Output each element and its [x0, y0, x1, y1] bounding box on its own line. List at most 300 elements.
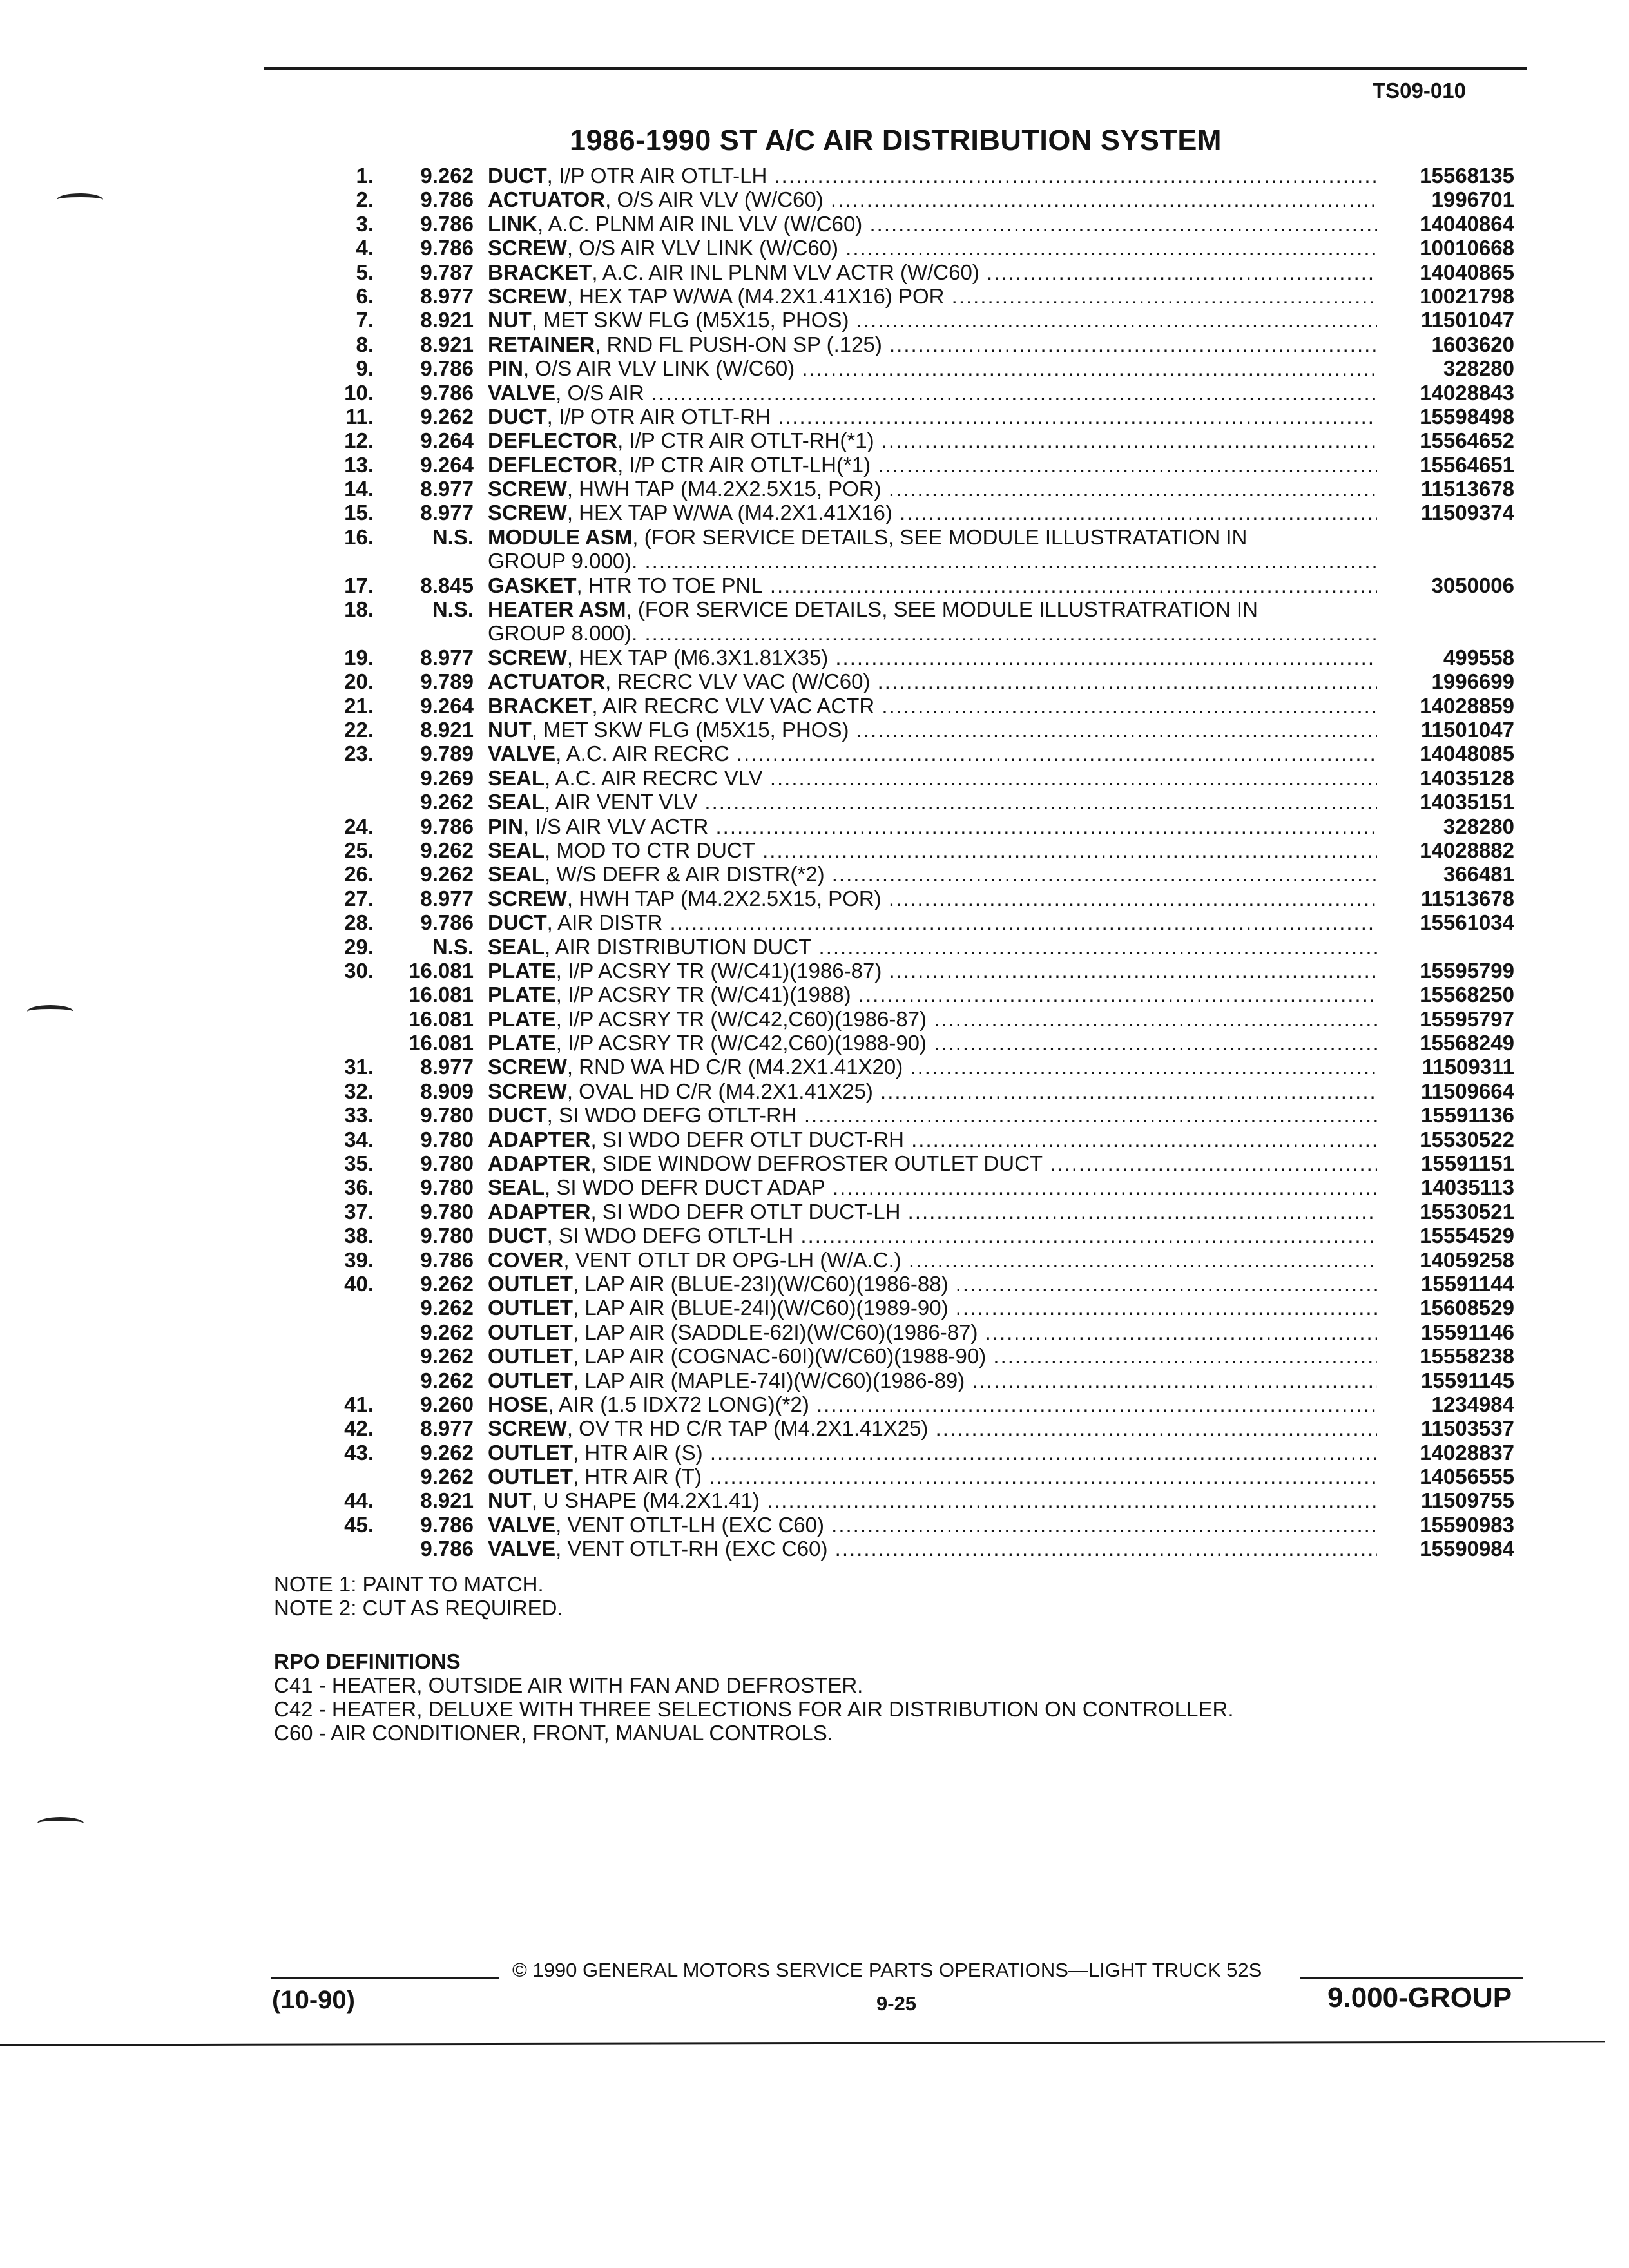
- item-number: 35.: [344, 1151, 374, 1176]
- part-row: [0, 646, 1629, 669]
- part-number: 15591136: [1420, 1103, 1514, 1128]
- part-number: 1996699: [1431, 669, 1514, 694]
- part-number: 11501047: [1420, 308, 1514, 332]
- part-row: [0, 1465, 1629, 1488]
- group-number: 8.977: [420, 1416, 474, 1441]
- part-row: [0, 838, 1629, 862]
- part-description: [488, 1513, 1377, 1537]
- part-detail: , RND FL PUSH-ON SP (.125): [595, 332, 882, 356]
- part-description: [488, 766, 1377, 790]
- part-description: [488, 1031, 1377, 1055]
- part-row: [0, 501, 1629, 524]
- part-name: SEAL: [488, 838, 545, 862]
- part-number: 14040864: [1420, 211, 1514, 236]
- part-description: [488, 164, 1377, 187]
- part-description: [488, 1128, 1377, 1151]
- part-number: 14040865: [1420, 260, 1514, 284]
- group-number: 9.262: [420, 1368, 474, 1392]
- group-number: 9.260: [420, 1392, 474, 1416]
- part-name: DEFLECTOR: [488, 428, 618, 453]
- part-row: [0, 983, 1629, 1006]
- part-number: 14028843: [1420, 380, 1514, 405]
- part-row: [0, 1031, 1629, 1055]
- part-name: OUTLET: [488, 1368, 573, 1392]
- part-row: [0, 1151, 1629, 1175]
- part-row: [0, 935, 1629, 959]
- group-number: 9.264: [420, 693, 474, 718]
- item-number: 14.: [344, 477, 374, 501]
- group-number: 9.262: [420, 1296, 474, 1320]
- part-row: [0, 1103, 1629, 1127]
- part-row: [0, 887, 1629, 910]
- top-rule: [264, 67, 1527, 70]
- part-detail: , AIR RECRC VLV VAC ACTR: [592, 693, 875, 718]
- part-name: SCREW: [488, 477, 567, 501]
- group-number: 8.921: [420, 308, 474, 332]
- part-description: [488, 332, 1377, 356]
- part-detail: , O/S AIR VLV LINK (W/C60): [566, 236, 839, 260]
- part-number: 15591144: [1420, 1271, 1514, 1296]
- group-number: 9.262: [420, 838, 474, 862]
- part-name: SCREW: [488, 1416, 567, 1441]
- part-detail: , AIR VENT VLV: [545, 790, 698, 814]
- part-name: NUT: [488, 1488, 532, 1513]
- note-line: NOTE 1: PAINT TO MATCH.: [274, 1572, 544, 1596]
- part-description: [488, 1296, 1377, 1320]
- part-number: 499558: [1443, 645, 1514, 669]
- part-row: [0, 1055, 1629, 1079]
- part-description: [488, 959, 1377, 983]
- group-number: 8.921: [420, 717, 474, 742]
- part-description: [488, 212, 1377, 236]
- part-number: 1603620: [1431, 332, 1514, 356]
- group-number: 9.786: [420, 236, 474, 260]
- footer-copyright: © 1990 GENERAL MOTORS SERVICE PARTS OPERATIONS—LIGHT TRUCK 52S: [512, 1959, 1262, 1981]
- part-number: 10010668: [1420, 236, 1514, 260]
- part-detail: , A.C. AIR INL PLNM VLV ACTR (W/C60): [592, 260, 979, 284]
- part-name: OUTLET: [488, 1344, 573, 1369]
- part-number: 15591146: [1420, 1320, 1514, 1344]
- item-number: 15.: [344, 501, 374, 525]
- part-number: 14056555: [1420, 1465, 1514, 1489]
- group-number: 9.264: [420, 428, 474, 453]
- part-detail: , A.C. PLNM AIR INL VLV (W/C60): [537, 211, 863, 236]
- part-name: COVER: [488, 1247, 564, 1272]
- part-detail: , U SHAPE (M4.2X1.41): [531, 1488, 760, 1513]
- part-description: [488, 573, 1377, 597]
- part-description: [488, 887, 1377, 910]
- part-row: [0, 1513, 1629, 1537]
- part-description: [488, 284, 1377, 308]
- group-number: 9.786: [420, 1247, 474, 1272]
- footer-rule-left: [271, 1977, 499, 1979]
- part-detail: , W/S DEFR & AIR DISTR(*2): [545, 862, 825, 887]
- part-number: 11501047: [1420, 717, 1514, 742]
- group-number: 9.780: [420, 1224, 474, 1248]
- part-number: 14048085: [1420, 742, 1514, 766]
- part-number: 15554529: [1420, 1224, 1514, 1248]
- part-number: 15595799: [1420, 958, 1514, 983]
- group-number: 8.909: [420, 1079, 474, 1103]
- part-number: 328280: [1443, 356, 1514, 381]
- part-number: 10021798: [1420, 284, 1514, 308]
- part-number: 15590983: [1420, 1512, 1514, 1537]
- item-number: 7.: [356, 308, 374, 332]
- part-description: [488, 1224, 1377, 1247]
- item-number: 28.: [344, 910, 374, 935]
- group-number: 9.780: [420, 1151, 474, 1176]
- part-row: [0, 694, 1629, 718]
- part-row: [0, 212, 1629, 236]
- part-name: VALVE: [488, 380, 556, 405]
- group-number: 9.789: [420, 742, 474, 766]
- item-number: 12.: [344, 428, 374, 453]
- part-name: OUTLET: [488, 1320, 573, 1344]
- part-row: [0, 1224, 1629, 1247]
- item-number: 18.: [344, 597, 374, 622]
- group-number: 9.786: [420, 380, 474, 405]
- item-number: 1.: [356, 164, 374, 187]
- part-description: [488, 1248, 1377, 1272]
- group-number: 9.269: [420, 765, 474, 790]
- part-detail: , A.C. AIR RECRC VLV: [545, 765, 763, 790]
- part-row: [0, 1416, 1629, 1440]
- part-detail: , OV TR HD C/R TAP (M4.2X1.41X25): [566, 1416, 929, 1441]
- part-detail: , I/P OTR AIR OTLT-LH: [546, 164, 767, 187]
- part-detail: , VENT OTLT DR OPG-LH (W/A.C.): [563, 1247, 901, 1272]
- part-number: 15561034: [1420, 910, 1514, 935]
- item-number: 45.: [344, 1512, 374, 1537]
- part-row: [0, 453, 1629, 477]
- part-name: DUCT: [488, 1224, 547, 1248]
- part-row: [0, 814, 1629, 838]
- item-number: 27.: [344, 886, 374, 910]
- item-number: 30.: [344, 958, 374, 983]
- part-number: 11509311: [1422, 1055, 1514, 1079]
- part-number: 1234984: [1431, 1392, 1514, 1416]
- group-number: 16.081: [409, 983, 474, 1007]
- part-name: SEAL: [488, 790, 545, 814]
- part-name: DUCT: [488, 1103, 547, 1128]
- part-description: [488, 983, 1377, 1006]
- part-detail: , SI WDO DEFR OTLT DUCT-LH: [590, 1199, 901, 1224]
- item-number: 42.: [344, 1416, 374, 1441]
- part-description: [488, 356, 1377, 380]
- parts-list: [0, 164, 1629, 1561]
- part-row: [0, 236, 1629, 260]
- item-number: 13.: [344, 452, 374, 477]
- part-row: [0, 1248, 1629, 1272]
- item-number: 22.: [344, 717, 374, 742]
- part-detail: , VENT OTLT-RH (EXC C60): [555, 1537, 828, 1561]
- part-description: [488, 646, 1377, 669]
- item-number: 34.: [344, 1127, 374, 1151]
- item-number: 41.: [344, 1392, 374, 1416]
- part-name: ACTUATOR: [488, 669, 606, 694]
- page-number: 9-25: [876, 1992, 917, 2015]
- part-number: 14028837: [1420, 1440, 1514, 1465]
- part-detail: , MET SKW FLG (M5X15, PHOS): [531, 717, 849, 742]
- part-name: DEFLECTOR: [488, 452, 618, 477]
- part-number: 15590984: [1420, 1537, 1514, 1561]
- footer-date: (10-90): [272, 1986, 355, 2014]
- part-name: ACTUATOR: [488, 187, 606, 212]
- group-number: 9.262: [420, 1465, 474, 1489]
- part-detail: , O/S AIR VLV (W/C60): [605, 187, 824, 212]
- part-description: [488, 1007, 1377, 1031]
- group-number: 9.780: [420, 1103, 474, 1128]
- group-number: 9.786: [420, 910, 474, 935]
- part-detail: , SI WDO DEFG OTLT-RH: [546, 1103, 797, 1128]
- part-detail: , SI WDO DEFR OTLT DUCT-RH: [590, 1127, 904, 1151]
- part-row: [0, 284, 1629, 308]
- part-detail: , HEX TAP W/WA (M4.2X1.41X16): [566, 501, 892, 525]
- item-number: 23.: [344, 742, 374, 766]
- item-number: 37.: [344, 1199, 374, 1224]
- part-number: 15591145: [1420, 1368, 1514, 1392]
- part-description: [488, 669, 1377, 693]
- item-number: 25.: [344, 838, 374, 862]
- part-detail: , HWH TAP (M4.2X2.5X15, POR): [566, 477, 882, 501]
- part-number: 366481: [1443, 862, 1514, 887]
- part-detail: , OVAL HD C/R (M4.2X1.41X25): [566, 1079, 873, 1103]
- part-detail: , I/P CTR AIR OTLT-LH(*1): [617, 452, 871, 477]
- part-row: [0, 164, 1629, 187]
- part-detail: , HTR AIR (S): [572, 1440, 703, 1465]
- part-row: [0, 1175, 1629, 1199]
- group-number: 9.786: [420, 356, 474, 381]
- part-row: [0, 187, 1629, 211]
- part-row: [0, 1296, 1629, 1320]
- part-row: [0, 621, 1629, 645]
- group-number: 9.786: [420, 211, 474, 236]
- part-number: 11509374: [1420, 501, 1514, 525]
- rpo-definitions: [274, 1649, 1234, 1745]
- part-name: ADAPTER: [488, 1151, 591, 1176]
- part-description: [488, 1488, 1377, 1512]
- part-description: [488, 405, 1377, 428]
- part-description: [488, 1103, 1377, 1127]
- part-name: DUCT: [488, 164, 547, 187]
- item-number: 24.: [344, 814, 374, 838]
- part-name: ADAPTER: [488, 1127, 591, 1151]
- part-description: [488, 453, 1377, 477]
- group-number: N.S.: [432, 934, 474, 959]
- part-name: VALVE: [488, 1512, 556, 1537]
- group-number: 9.264: [420, 452, 474, 477]
- part-detail: , HEX TAP W/WA (M4.2X1.41X16) POR: [566, 284, 945, 308]
- part-description: [488, 1055, 1377, 1079]
- item-number: 8.: [356, 332, 374, 356]
- item-number: 33.: [344, 1103, 374, 1128]
- item-number: 2.: [356, 187, 374, 212]
- part-number: 11509664: [1420, 1079, 1514, 1103]
- group-number: 9.262: [420, 164, 474, 187]
- part-row: [0, 1128, 1629, 1151]
- part-row: [0, 1320, 1629, 1344]
- group-number: 9.789: [420, 669, 474, 694]
- part-row: [0, 959, 1629, 983]
- part-number: 11513678: [1420, 886, 1514, 910]
- binder-hole-mark: [27, 1005, 73, 1018]
- part-name: OUTLET: [488, 1440, 573, 1465]
- part-row: [0, 1079, 1629, 1103]
- group-number: 8.977: [420, 645, 474, 669]
- part-number: 15568250: [1420, 983, 1514, 1007]
- part-description: [488, 838, 1377, 862]
- part-name: NUT: [488, 717, 532, 742]
- group-number: 9.262: [420, 1344, 474, 1369]
- part-description: [488, 525, 1377, 549]
- part-description: [488, 1151, 1377, 1175]
- item-number: 16.: [344, 524, 374, 549]
- part-row: [0, 405, 1629, 428]
- group-number: 8.921: [420, 1488, 474, 1513]
- rpo-line: C42 - HEATER, DELUXE WITH THREE SELECTIONS FOR AIR DISTRIBUTION ON CONTROLLER.: [274, 1697, 1234, 1721]
- part-number: 11503537: [1420, 1416, 1514, 1441]
- part-detail: , I/S AIR VLV ACTR: [523, 814, 709, 838]
- footer-rule-right: [1300, 1977, 1523, 1979]
- part-row: [0, 428, 1629, 452]
- item-number: 20.: [344, 669, 374, 694]
- part-row: [0, 669, 1629, 693]
- part-description: [488, 308, 1377, 332]
- part-name: BRACKET: [488, 260, 592, 284]
- part-name: SCREW: [488, 284, 567, 308]
- part-detail: , I/P ACSRY TR (W/C42,C60)(1988-90): [555, 1031, 927, 1055]
- item-number: 10.: [344, 380, 374, 405]
- part-description: [488, 1175, 1377, 1199]
- part-row: [0, 1272, 1629, 1296]
- part-description: [488, 1465, 1377, 1488]
- group-number: 9.786: [420, 814, 474, 838]
- group-number: 9.780: [420, 1199, 474, 1224]
- item-number: 38.: [344, 1224, 374, 1248]
- part-description: [488, 1392, 1377, 1416]
- part-number: 11513678: [1420, 477, 1514, 501]
- part-row: [0, 1441, 1629, 1465]
- part-name: SCREW: [488, 1055, 567, 1079]
- part-name: OUTLET: [488, 1465, 573, 1489]
- group-number: 9.262: [420, 862, 474, 887]
- part-number: 15591151: [1420, 1151, 1514, 1176]
- part-name: SCREW: [488, 645, 567, 669]
- group-number: 9.786: [420, 1512, 474, 1537]
- part-detail: , VENT OTLT-LH (EXC C60): [555, 1512, 824, 1537]
- part-detail: , HTR AIR (T): [572, 1465, 702, 1489]
- part-detail: , A.C. AIR RECRC: [555, 742, 729, 766]
- part-number: 1996701: [1431, 187, 1514, 212]
- item-number: 32.: [344, 1079, 374, 1103]
- part-description: [488, 862, 1377, 886]
- part-row: [0, 1369, 1629, 1392]
- part-detail: , HWH TAP (M4.2X2.5X15, POR): [566, 886, 882, 910]
- part-number: 14028859: [1420, 693, 1514, 718]
- part-description: [488, 1537, 1377, 1561]
- part-name: PLATE: [488, 1006, 556, 1031]
- part-detail: , AIR (1.5 IDX72 LONG)(*2): [548, 1392, 809, 1416]
- part-detail: , LAP AIR (BLUE-23I)(W/C60)(1986-88): [572, 1271, 949, 1296]
- group-number: 9.262: [420, 1320, 474, 1344]
- group-number: N.S.: [432, 597, 474, 622]
- part-detail: , O/S AIR: [555, 380, 644, 405]
- part-description: [488, 549, 1377, 573]
- part-name: OUTLET: [488, 1271, 573, 1296]
- group-number: 9.262: [420, 1271, 474, 1296]
- part-detail: , AIR DISTR: [546, 910, 663, 935]
- part-row: [0, 381, 1629, 405]
- item-number: 17.: [344, 573, 374, 597]
- part-description: [488, 428, 1377, 452]
- part-detail: , MOD TO CTR DUCT: [545, 838, 755, 862]
- group-number: N.S.: [432, 524, 474, 549]
- part-detail: , SIDE WINDOW DEFROSTER OUTLET DUCT: [590, 1151, 1043, 1176]
- part-name: DUCT: [488, 404, 547, 428]
- part-detail: , SI WDO DEFR DUCT ADAP: [545, 1175, 825, 1200]
- item-number: 9.: [356, 356, 374, 381]
- group-number: 9.780: [420, 1175, 474, 1200]
- part-description: [488, 501, 1377, 524]
- item-number: 3.: [356, 211, 374, 236]
- part-row: [0, 910, 1629, 934]
- part-name: VALVE: [488, 742, 556, 766]
- part-name: SEAL: [488, 1175, 545, 1200]
- part-detail: GROUP 9.000).: [488, 549, 638, 573]
- part-name: PIN: [488, 814, 524, 838]
- part-name: VALVE: [488, 1537, 556, 1561]
- group-number: 8.977: [420, 501, 474, 525]
- group-number: 8.977: [420, 886, 474, 910]
- part-detail: , (FOR SERVICE DETAILS, SEE MODULE ILLUSTRATRATION IN: [626, 597, 1258, 622]
- group-number: 8.977: [420, 284, 474, 308]
- part-number: 15608529: [1420, 1296, 1514, 1320]
- part-description: [488, 1200, 1377, 1224]
- part-row: [0, 766, 1629, 790]
- item-number: 11.: [345, 404, 374, 428]
- part-number: 15558238: [1420, 1344, 1514, 1369]
- group-number: 9.786: [420, 187, 474, 212]
- binder-hole-mark: [37, 1817, 84, 1830]
- part-row: [0, 862, 1629, 886]
- part-name: SCREW: [488, 1079, 567, 1103]
- part-detail: , I/P ACSRY TR (W/C41)(1988): [555, 983, 851, 1007]
- part-description: [488, 621, 1377, 645]
- part-row: [0, 525, 1629, 549]
- part-description: [488, 1272, 1377, 1296]
- part-name: LINK: [488, 211, 537, 236]
- part-description: [488, 694, 1377, 718]
- part-description: [488, 187, 1377, 211]
- part-row: [0, 597, 1629, 621]
- part-name: PLATE: [488, 958, 556, 983]
- group-number: 16.081: [409, 958, 474, 983]
- part-row: [0, 1392, 1629, 1416]
- part-description: [488, 935, 1377, 959]
- part-detail: , MET SKW FLG (M5X15, PHOS): [531, 308, 849, 332]
- part-number: 15595797: [1420, 1006, 1514, 1031]
- part-detail: , I/P ACSRY TR (W/C41)(1986-87): [555, 958, 882, 983]
- part-name: BRACKET: [488, 693, 592, 718]
- note-line: NOTE 2: CUT AS REQUIRED.: [274, 1596, 563, 1620]
- group-number: 9.787: [420, 260, 474, 284]
- group-number: 8.977: [420, 1055, 474, 1079]
- part-detail: , SI WDO DEFG OTLT-LH: [546, 1224, 794, 1248]
- part-description: [488, 1416, 1377, 1440]
- part-row: [0, 549, 1629, 573]
- group-number: 9.780: [420, 1127, 474, 1151]
- part-row: [0, 1200, 1629, 1224]
- part-detail: , (FOR SERVICE DETAILS, SEE MODULE ILLUSTRATATION IN: [632, 524, 1248, 549]
